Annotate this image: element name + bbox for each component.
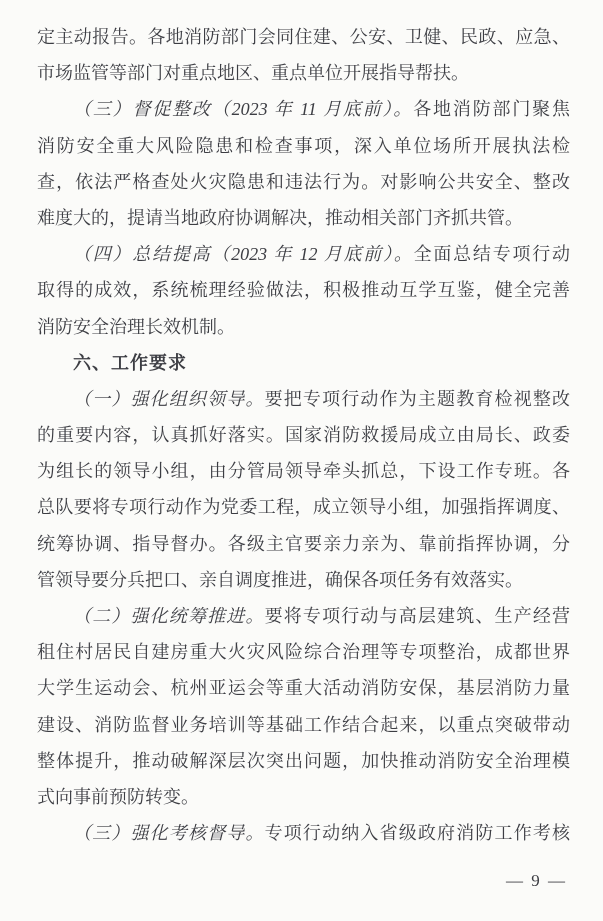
body-text: 式向事前预防转变。 [37, 786, 199, 807]
clause-heading: （一）强化组织领导。 [73, 388, 265, 409]
text-line [37, 743, 570, 779]
text-line [37, 779, 570, 815]
body-text: 租住村居民自建房重大火灾风险综合治理等专项整治，成都世界 [37, 642, 570, 663]
text-line [37, 417, 570, 453]
text-line [37, 381, 570, 417]
body-text: 大学生运动会、杭州亚运会等重大活动消防安保，基层消防力量 [37, 678, 570, 699]
text-line [37, 598, 570, 634]
text-line [37, 272, 570, 308]
body-text: 要把专项行动作为主题教育检视整改 [264, 388, 570, 409]
clause-heading: （二）强化统筹推进。 [73, 606, 265, 626]
text-line [37, 309, 570, 345]
body-text: 难度大的，提请当地政府协调解决，推动相关部门齐抓共管。 [37, 207, 523, 228]
body-text: 全面总结专项行动 [413, 244, 570, 265]
body-text: 定主动报告。各地消防部门会同住建、公安、卫健、民政、应急、 [37, 27, 570, 47]
text-line [37, 815, 570, 851]
body-text: 管领导要分兵把口、亲自调度推进，确保各项任务有效落实。 [37, 569, 523, 590]
body-text: 要将专项行动与高层建筑、生产经营 [264, 606, 570, 626]
text-line [37, 526, 570, 562]
text-line [37, 236, 570, 272]
body-text: 为组长的领导小组，由分管局领导牵头抓总，下设工作专班。各 [37, 461, 570, 482]
body-text: 各地消防部门聚焦 [413, 99, 570, 120]
body-text: 建设、消防监督业务培训等基础工作结合起来，以重点突破带动 [37, 714, 570, 735]
body-text: 查，依法严格查处火灾隐患和违法行为。对影响公共安全、整改 [37, 171, 570, 192]
text-line [37, 707, 570, 743]
text-line [37, 55, 570, 91]
body-text: 的重要内容，认真抓好落实。国家消防救援局成立由局长、政委 [37, 425, 570, 446]
text-line [37, 345, 570, 381]
body-text: 统筹协调、指导督办。各级主官要亲力亲为、靠前指挥协调，分 [37, 533, 570, 554]
section-heading: 六、工作要求 [73, 352, 187, 373]
body-text: 专项行动纳入省级政府消防工作考核 [264, 823, 570, 844]
page-number: — 9 — [506, 871, 567, 890]
body-text: 消防安全重大风险隐患和检查事项，深入单位场所开展执法检 [37, 135, 570, 156]
text-line [37, 91, 570, 127]
text-line [37, 128, 570, 164]
body-text: 整体提升，推动破解深层次突出问题，加快推动消防安全治理模 [37, 750, 570, 771]
text-line [37, 453, 570, 489]
body-text: 总队要将专项行动作为党委工程，成立领导小组，加强指挥调度、 [37, 497, 570, 518]
clause-heading: （三）强化考核督导。 [73, 823, 265, 844]
clause-heading: （四）总结提高（2023 年 12 月底前）。 [73, 244, 414, 265]
text-line [37, 634, 570, 670]
body-text: 取得的成效，系统梳理经验做法，积极推动互学互鉴，健全完善 [37, 280, 570, 301]
body-text: 消防安全治理长效机制。 [37, 316, 235, 337]
text-line [37, 489, 570, 525]
text-line [37, 670, 570, 706]
text-line [37, 164, 570, 200]
text-line [37, 19, 570, 55]
text-line [37, 200, 570, 236]
body-text: 市场监管等部门对重点地区、重点单位开展指导帮扶。 [37, 63, 469, 84]
clause-heading: （三）督促整改（2023 年 11 月底前）。 [73, 99, 414, 120]
text-line [37, 562, 570, 598]
